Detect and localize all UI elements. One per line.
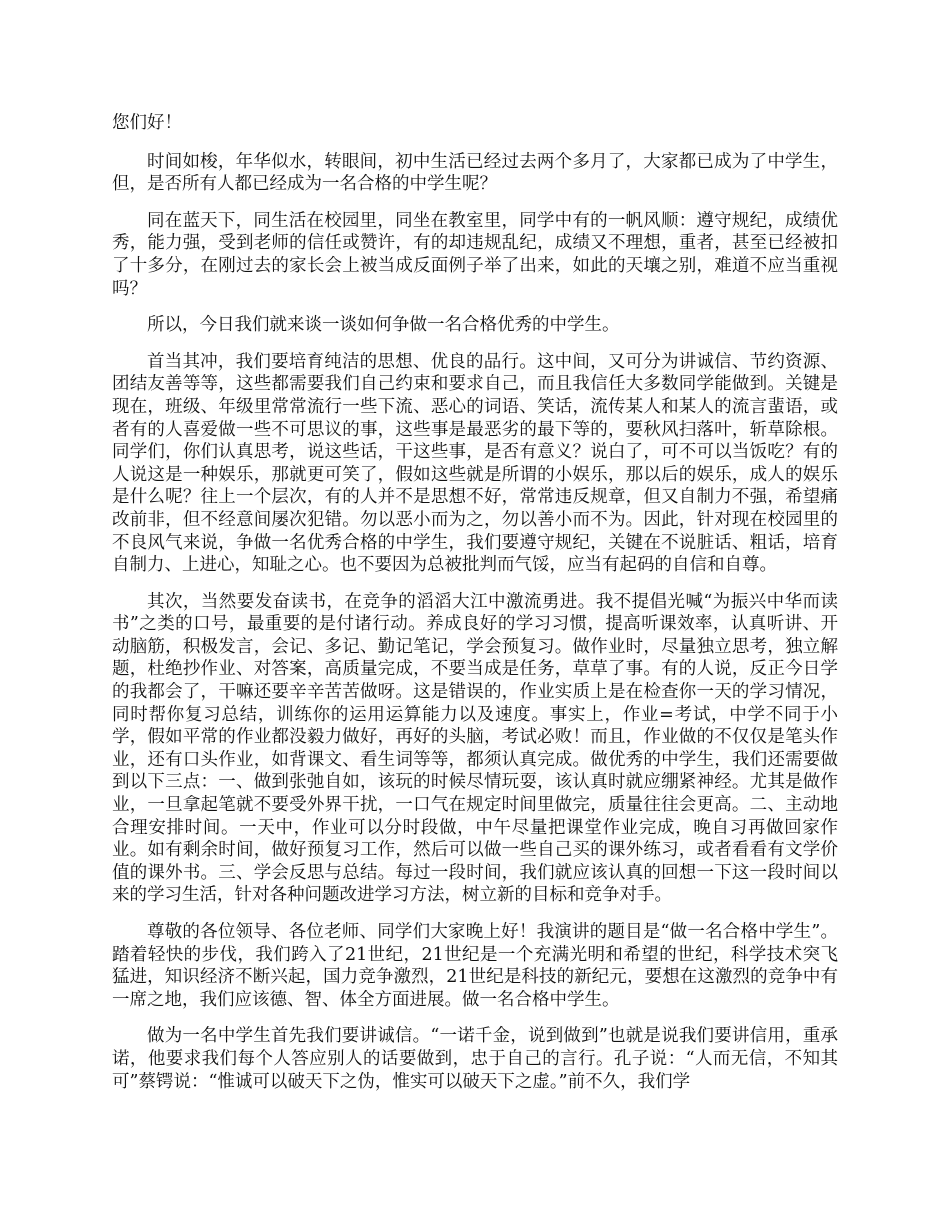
- document-body: [112, 112, 838, 1107]
- paragraph-topic-intro: 所以，今日我们就来谈一谈如何争做一名合格优秀的中学生。: [147, 315, 620, 336]
- paragraph-speech-opening: 尊敬的各位领导、各位老师、同学们大家晚上好！我演讲的题目是“做一名合格中学生”。 踏着轻快的步伐，我们跨入了21世纪，21世纪是一个充满光明和希望的世纪，科学技术突飞猛进，知识经济不断兴起，国力竞争激烈，21世纪是科技的新纪元，要想在这激烈的竞争中有一席之地，我们应该德、智、体全方面进展。做一名合格中学生。: [112, 922, 838, 1010]
- paragraph-moral-character: 首当其冲，我们要培育纯洁的思想、优良的品行。这中间，又可分为讲诚信、节约资源、团结友善等等，这些都需要我们自己约束和要求自己，而且我信任大多数同学能做到。关键是现在，班级、年级里常常流行一些下流、恶心的词语、笑话，流传某人和某人的流言蜚语，或者有的人喜爱做一些不可思议的事，这些事是最恶劣的最下等的，要秋风扫落叶，斩草除根。同学们，你们认真思考，说这些话，干这些事，是否有意义？说白了，可不可以当饭吃？有的人说这是一种娱乐，那就更可笑了，假如这些就是所谓的小娱乐，那以后的娱乐，成人的娱乐是什么呢？往上一个层次，有的人并不是思想不好，常常违反规章，但又自制力不强，希望痛改前非，但不经意间屡次犯错。勿以恶小而为之，勿以善小而不为。因此，针对现在校园里的不良风气来说，争做一名优秀合格的中学生，我们要遵守规纪，关键在不说脏话、粗话，培育自制力、上进心，知耻之心。也不要因为总被批判而气馁，应当有起码的自信和自尊。: [112, 351, 838, 576]
- paragraph-same-sky: 同在蓝天下，同生活在校园里，同坐在教室里，同学中有的一帆风顺：遵守规纪，成绩优秀，能力强，受到老师的信任或赞许，有的却违规乱纪，成绩又不理想，重者，甚至已经被扣了十多分，在刚过去的家长会上被当成反面例子举了出来，如此的天壤之别，难道不应当重视吗？: [112, 210, 838, 299]
- paragraph-honesty: 做为一名中学生首先我们要讲诚信。“一诺千金，说到做到”也就是说我们要讲信用，重承诺，他要求我们每个人答应别人的话要做到，忠于自己的言行。孔子说：“人而无信，不知其可”蔡锷说：“惟诚可以破天下之伪，惟实可以破天下之虚。”前不久，我们学: [112, 1026, 838, 1092]
- greeting-paragraph: 您们好！: [112, 113, 182, 133]
- paragraph-time-flies: 时间如梭，年华似水，转眼间，初中生活已经过去两个多月了，大家都已成为了中学生，但，是否所有人都已经成为一名合格的中学生呢？: [112, 151, 838, 195]
- paragraph-study-hard: 其次，当然要发奋读书，在竞争的滔滔大江中激流勇进。我不提倡光喊“为振兴中华而读书”之类的口号，最重要的是付诸行动。养成良好的学习习惯，提高听课效率，认真听讲、开动脑筋，积极发言，会记、多记、勤记笔记，学会预复习。做作业时，尽量独立思考，独立解题，杜绝抄作业、对答案，高质量完成，不要当成是任务，草草了事。有的人说，反正今日学的我都会了，干嘛还要辛辛苦苦做呀。这是错误的，作业实质上是在检查你一天的学习情况，同时帮你复习总结，训练你的运用运算能力以及速度。事实上，作业=考试，中学不同于小学，假如平常的作业都没毅力做好，再好的头脑，考试必败！而且，作业做的不仅仅是笔头作业，还有口头作业，如背课文、看生词等等，都须认真完成。做优秀的中学生，我们还需要做到以下三点：一、做到张弛自如，该玩的时候尽情玩耍，该认真时就应绷紧神经。尤其是做作业，一旦拿起笔就不要受外界干扰，一口气在规定时间里做完，质量往往会更高。二、主动地合理安排时间。一天中，作业可以分时段做，中午尽量把课堂作业完成，晚自习再做回家作业。如有剩余时间，做好预复习工作，然后可以做一些自己买的课外练习，或者看看有文学价值的课外书。三、学会反思与总结。每过一段时间，我们就应该认真的回想一下这一段时间以来的学习生活，针对各种问题改进学习方法，树立新的目标和竞争对手。: [112, 591, 838, 906]
